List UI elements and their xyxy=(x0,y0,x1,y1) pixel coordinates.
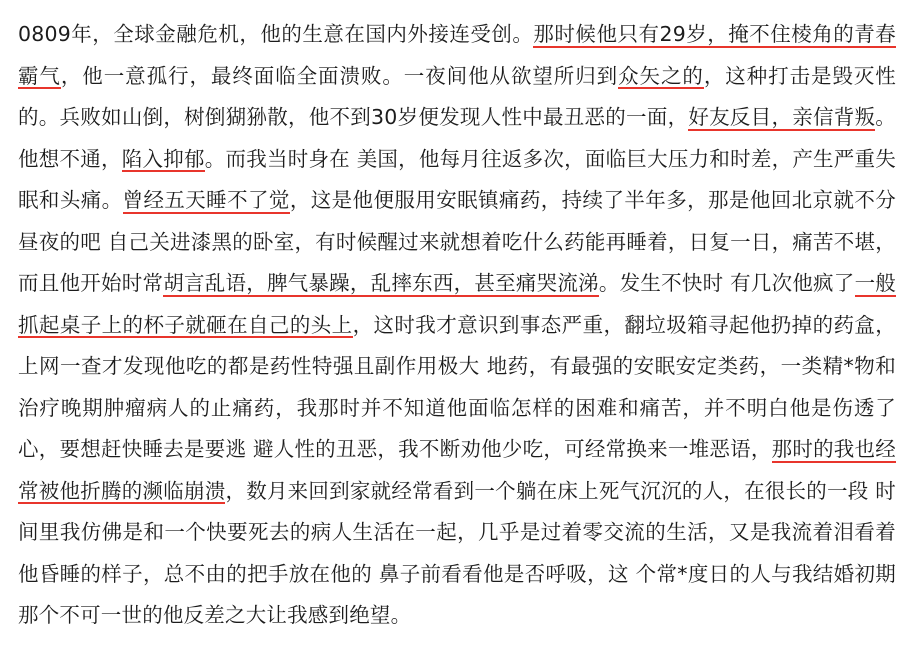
underlined-text-span: 那时的我也经常被他折腾的濒临崩溃 xyxy=(18,437,896,506)
text-span: 。而我当时身在 美国，他每月往返多次，面临巨大压力和时差，产生严重失眠和头痛。 xyxy=(18,146,896,212)
text-span: ，这种打击是毁灭性的。兵败如山倒，树倒猢狲散，他不到30岁便发现人性中最丑恶的一面， xyxy=(18,63,896,129)
text-span: ，他一意孤行，最终面临全面溃败。一夜间他从欲望所归到 xyxy=(60,63,619,88)
text-span: ，这时我才意识到事态严重，翻垃圾箱寻起他扔掉的药盒，上网一查才发现他吃的都是药性特强且副作用极大 地药，有最强的安眠安定类药，一类精*物和治疗晚期肿瘤病人的止痛药，我那时并不知道他面临怎样的困难和痛苦，并不明白他是伤透了心，要想赶快睡去是要逃 避人性的丑恶，我不断劝他少吃，可经常换来一堆恶语， xyxy=(18,312,897,461)
underlined-text-span: 那时候他只有29岁，掩不住棱角的青春霸气 xyxy=(18,22,896,91)
underlined-text-span: 好友反目，亲信背叛 xyxy=(688,105,875,132)
underlined-text-span: 众矢之的 xyxy=(618,64,704,91)
text-span: ，这是他便服用安眠镇痛药，持续了半年多，那是他回北京就不分昼夜的吧 自己关进漆黑的卧室，有时候醒过来就想着吃什么药能再睡着，日复一日，痛苦不堪，而且他开始时常 xyxy=(18,188,896,295)
underlined-text-span: 一般抓起桌子上的杯子就砸在自己的头上 xyxy=(18,271,896,340)
underlined-text-span: 曾经五天睡不了觉 xyxy=(123,188,290,215)
text-span: 。发生不快时 有几次他疯了 xyxy=(598,271,855,295)
text-span: 0809年，全球金融危机，他的生意在国内外接连受创。 xyxy=(18,22,534,46)
document-paragraph xyxy=(18,14,896,637)
text-span: 。他想不通， xyxy=(18,105,896,171)
underlined-text-span: 胡言乱语，脾气暴躁，乱摔东西，甚至痛哭流涕 xyxy=(163,271,599,298)
underlined-text-span: 陷入抑郁 xyxy=(122,147,205,174)
text-span: ，数月来回到家就经常看到一个躺在床上死气沉沉的人，在很长的一段 时间里我仿佛是和一个快要死去的病人生活在一起，几乎是过着零交流的生活，又是我流着泪看着他昏睡的样子，总不由的把手放在他的 鼻子前看看他是否呼吸，这 个常*度日的人与我结婚初期那个不可一世的他反差之大让我感到绝望。 xyxy=(18,478,896,627)
